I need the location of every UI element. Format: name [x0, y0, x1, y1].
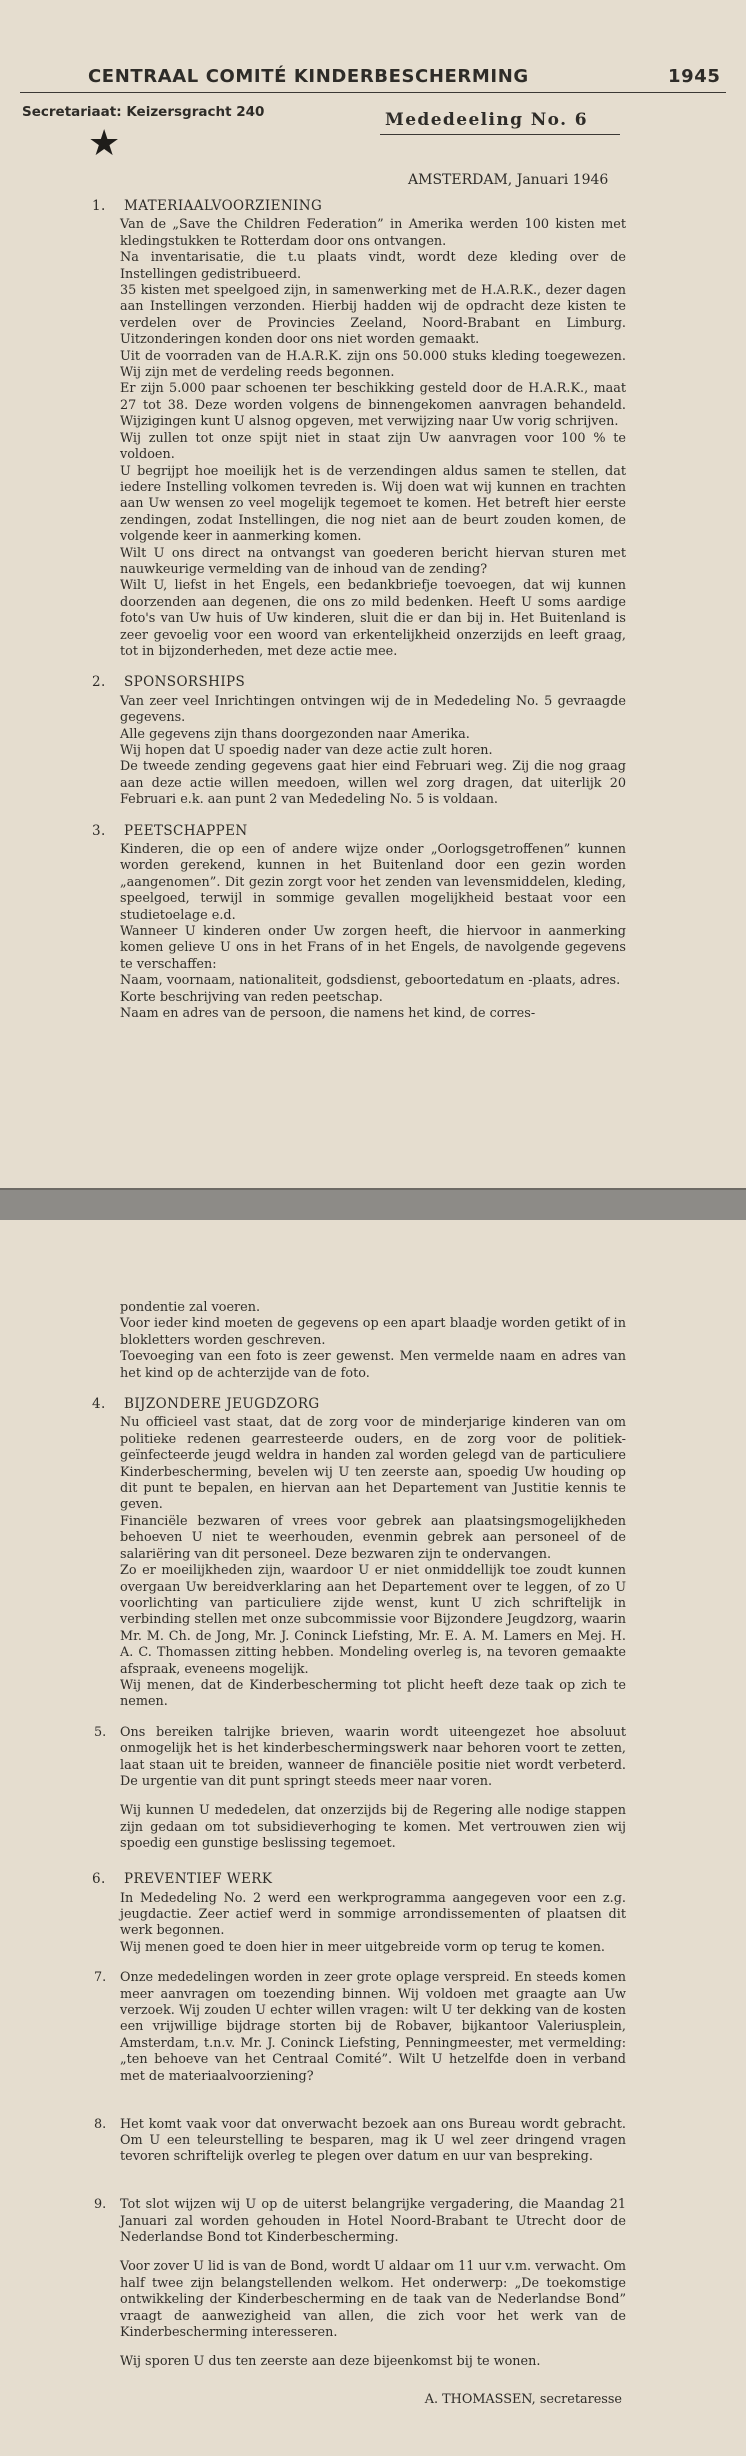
- section-title: 1. MATERIAALVOORZIENING: [92, 198, 323, 214]
- section-number: 6.: [92, 1871, 106, 1888]
- paragraph: Ons bereiken talrijke brieven, waarin wordt uiteengezet hoe absoluut onmogelijk het is het kinderbeschermingswerk naar behoren voort te zetten, laat staan uit te breiden, wanneer de financiële positie niet wordt verbeterd. De urgentie van dit punt springt steeds meer naar voren.: [120, 1724, 626, 1789]
- paragraph-number: 7.: [94, 1970, 107, 1986]
- paragraph: Wij menen, dat de Kinderbescherming tot plicht heeft deze taak op zich te nemen.: [120, 1677, 626, 1710]
- paragraph: Wij sporen U dus ten zeerste aan deze bijeenkomst bij te wonen.: [120, 2354, 541, 2370]
- paragraph: Er zijn 5.000 paar schoenen ter beschikking gesteld door de H.A.R.K., maat 27 tot 38. Deze worden volgens de binnengekomen aanvragen behandeld. Wijzigingen kunt U alsnog opgeven, met verwijzing naar Uw vorig schrijven.: [120, 381, 626, 430]
- paragraph: Financiële bezwaren of vrees voor gebrek aan plaatsingsmogelijkheden behoeven U niet te weerhouden, evenmin gebrek aan personeel of de salariëring van dit personeel. Deze bezwaren zijn te ondervangen.: [120, 1513, 626, 1562]
- paragraph: Tot slot wijzen wij U op de uiterst belangrijke vergadering, die Maandag 21 Januari zal worden gehouden in Hotel Noord-Brabant te Utrecht door de Nederlandse Bond tot Kinderbescherming.: [120, 2197, 626, 2246]
- section-p2-0: [92, 1396, 626, 1711]
- paragraph: Korte beschrijving van reden peetschap.: [120, 989, 383, 1005]
- paragraph: Voor ieder kind moeten de gegevens op een apart blaadje worden getikt of in blokletters worden geschreven.: [120, 1316, 626, 1348]
- section-1: [92, 674, 626, 808]
- letterhead-title: [88, 66, 721, 87]
- paragraph-number: 5.: [94, 1724, 107, 1740]
- section-preventief: [92, 1871, 626, 1956]
- section-title: 2. SPONSORSHIPS: [92, 674, 246, 691]
- paragraph: Het komt vaak voor dat onverwacht bezoek aan ons Bureau wordt gebracht. Om U een teleurstelling te besparen, mag ik U wel zeer dringend vragen tevoren schriftelijk overleg te plegen over datum en uur van bespreking.: [120, 2116, 626, 2165]
- paragraph: Wij menen goed te doen hier in meer uitgebreide vorm op terug te komen.: [120, 1939, 606, 1955]
- dateline: AMSTERDAM, Januari 1946: [408, 172, 609, 188]
- paragraph: Wij hopen dat U spoedig nader van deze actie zult horen.: [120, 743, 493, 758]
- paragraph: Zo er moeilijkheden zijn, waardoor U er niet onmiddellijk toe zoudt kunnen overgaan Uw bereidverklaring aan het Departement over te leggen, of zo U voorlichting van particuliere zijde wenst, kunt U zich schriftelijk in verbinding stellen met onze subcommissie voor Bijzondere Jeugdzorg, waarin Mr. M. Ch. de Jong, Mr. J. Coninck Liefsting, Mr. E. A. M. Lamers en Mej. H. A. C. Thomassen zitting hebben. Mondeling overleg is, na tevoren gemaakte afspraak, eveneens mogelijk.: [120, 1563, 626, 1677]
- section-number: 4.: [92, 1396, 106, 1413]
- section-title: 4. BIJZONDERE JEUGDZORG: [92, 1396, 320, 1413]
- paragraph: Wij zullen tot onze spijt niet in staat zijn Uw aanvragen voor 100 % te voldoen.: [120, 430, 626, 463]
- paragraph: Naam en adres van de persoon, die namens het kind, de corres-: [120, 1006, 536, 1022]
- letterhead-rule: [20, 92, 726, 93]
- paragraph: 35 kisten met speelgoed zijn, in samenwerking met de H.A.R.K., dezer dagen aan Instellingen verzonden. Hierbij hadden wij de opdracht deze kisten te verdelen over de Provincies Zeeland, Noord-Brabant en Limburg. Uitzonderingen konden door ons niet worden gemaakt.: [120, 283, 626, 348]
- signature: A. THOMASSEN, secretaresse: [424, 2391, 622, 2407]
- paragraph: U begrijpt hoe moeilijk het is de verzendingen aldus samen te stellen, dat iedere Instelling volkomen tevreden is. Wij doen wat wij kunnen en trachten aan Uw wensen zo veel mogelijk tegemoet te komen. Het betreft hier eerste zendingen, zodat Instellingen, die nog niet aan de beurt zouden komen, de volgende keer in aanmerking komen.: [120, 463, 626, 545]
- organization-name: CENTRAAL COMITÉ KINDERBESCHERMING: [88, 66, 529, 87]
- paragraph: pondentie zal voeren.: [120, 1300, 261, 1315]
- numbered-paragraph: [96, 2117, 626, 2166]
- continuation: [96, 1300, 626, 1382]
- paragraph-number: 9.: [94, 2197, 107, 2213]
- numbered-paragraph: [96, 1970, 626, 2085]
- paragraph: Van zeer veel Inrichtingen ontvingen wij de in Mededeling No. 5 gevraagde gegevens.: [120, 693, 626, 726]
- numbered-paragraph: [96, 1725, 626, 1853]
- paragraph: Wanneer U kinderen onder Uw zorgen heeft, die hiervoor in aanmerking komen gelieve U ons in het Frans of in het Engels, de navolgende gegevens te verschaffen:: [120, 924, 626, 972]
- document-page-2: [0, 1220, 746, 2456]
- secretariat-address: Secretariaat: Keizersgracht 240: [22, 104, 265, 120]
- paragraph: In Mededeling No. 2 werd een werkprogramma aangegeven voor een z.g. jeugdactie. Zeer actief werd in sommige arrondissementen of plaatsen dit werk begonnen.: [120, 1890, 626, 1939]
- section-2: [92, 822, 626, 1023]
- paragraph: Wilt U ons direct na ontvangst van goederen bericht hiervan sturen met nauwkeurige vermelding van de inhoud van de zending?: [120, 545, 626, 577]
- section-number: 2.: [92, 674, 106, 691]
- notice-underline: [380, 134, 620, 135]
- paragraph-number: 8.: [94, 2116, 107, 2132]
- paragraph: Na inventarisatie, die t.u plaats vindt, wordt deze kleding over de Instellingen gedistribueerd.: [120, 250, 626, 282]
- star-icon: ★: [88, 123, 121, 164]
- paragraph: Naam, voornaam, nationaliteit, godsdienst, geboortedatum en -plaats, adres.: [120, 973, 621, 989]
- document-page-1: [0, 0, 746, 1190]
- page2-body: [92, 1300, 626, 2408]
- letterhead-year: 1945: [668, 66, 721, 87]
- paragraph: Uit de voorraden van de H.A.R.K. zijn ons 50.000 stuks kleding toegewezen. Wij zijn met de verdeling reeds begonnen.: [120, 348, 626, 381]
- section-number: 1.: [92, 198, 106, 214]
- section-title: 6. PREVENTIEF WERK: [92, 1871, 273, 1888]
- paragraph: Toevoeging van een foto is zeer gewenst. Men vermelde naam en adres van het kind op de achterzijde van de foto.: [120, 1349, 626, 1381]
- paragraph: Wij kunnen U mededelen, dat onzerzijds bij de Regering alle nodige stappen zijn gedaan om tot subsidieverhoging te komen. Met vertrouwen zien wij spoedig een gunstige beslissing tegemoet.: [120, 1803, 626, 1851]
- paragraph: Wilt U, liefst in het Engels, een bedankbriefje toevoegen, dat wij kunnen doorzenden aan degenen, die ons zo mild bedenken. Heeft U soms aardige foto's van Uw huis of Uw kinderen, sluit die er dan bij in. Het Buitenland is zeer gevoelig voor een woord van erkentelijkheid onzerzijds en leeft graag, tot in bijzonderheden, met deze actie mee.: [120, 578, 626, 659]
- paragraph: Nu officieel vast staat, dat de zorg voor de minderjarige kinderen van om politieke redenen gearresteerde ouders, en de zorg voor de politiek-geïnfecteerde jeugd weldra in handen zal worden gelegd van de particuliere Kinderbescherming, bevelen wij U ten zeerste aan, spoedig Uw houding op dit punt te bepalen, en hiervan aan het Departement van Justitie kennis te geven.: [120, 1415, 626, 1513]
- paragraph: Kinderen, die op een of andere wijze onder „Oorlogsgetroffenen” kunnen worden gerekend, kunnen in het Buitenland door een gezin worden „aangenomen”. Dit gezin zorgt voor het zenden van levensmiddelen, kleding, speelgoed, terwijl in sommige gevallen mogelijkheid bestaat voor een studietoelage e.d.: [120, 842, 626, 923]
- section-number: 3.: [92, 822, 106, 839]
- numbered-paragraph: [96, 2197, 626, 2370]
- page1-body: [92, 198, 626, 1037]
- notice-number: Mededeeling No. 6: [385, 110, 588, 130]
- paragraph: De tweede zending gegevens gaat hier eind Februari weg. Zij die nog graag aan deze actie willen meedoen, willen wel zorg dragen, dat uiterlijk 20 Februari e.k. aan punt 2 van Mededeling No. 5 is voldaan.: [120, 759, 626, 808]
- paragraph: Alle gegevens zijn thans doorgezonden naar Amerika.: [120, 726, 470, 742]
- paragraph: Voor zover U lid is van de Bond, wordt U aldaar om 11 uur v.m. verwacht. Om half twee zijn belangstellenden welkom. Het onderwerp: „De toekomstige ontwikkeling der Kinderbescherming en de taak van de Nederlandse Bond” vraagt de aanwezigheid van allen, die zich voor het werk van de Kinderbescherming interesseren.: [120, 2259, 626, 2341]
- section-title: 3. PEETSCHAPPEN: [92, 822, 248, 839]
- section-0: [92, 198, 626, 660]
- paragraph: Van de „Save the Children Federation” in Amerika werden 100 kisten met kledingstukken te Rotterdam door ons ontvangen.: [120, 217, 626, 249]
- paragraph: Onze mededelingen worden in zeer grote oplage verspreid. En steeds komen meer aanvragen om toezending binnen. Wij voldoen met graagte aan Uw verzoek. Wij zouden U echter willen vragen: wilt U ter dekking van de kosten een vrijwillige bijdrage storten bij de Robaver, bijkantoor Valeriusplein, Amsterdam, t.n.v. Mr. J. Coninck Liefsting, Penningmeester, met vermelding: „ten behoeve van het Centraal Comité”. Wilt U hetzelfde doen in verband met de materiaalvoorziening?: [120, 1970, 626, 2084]
